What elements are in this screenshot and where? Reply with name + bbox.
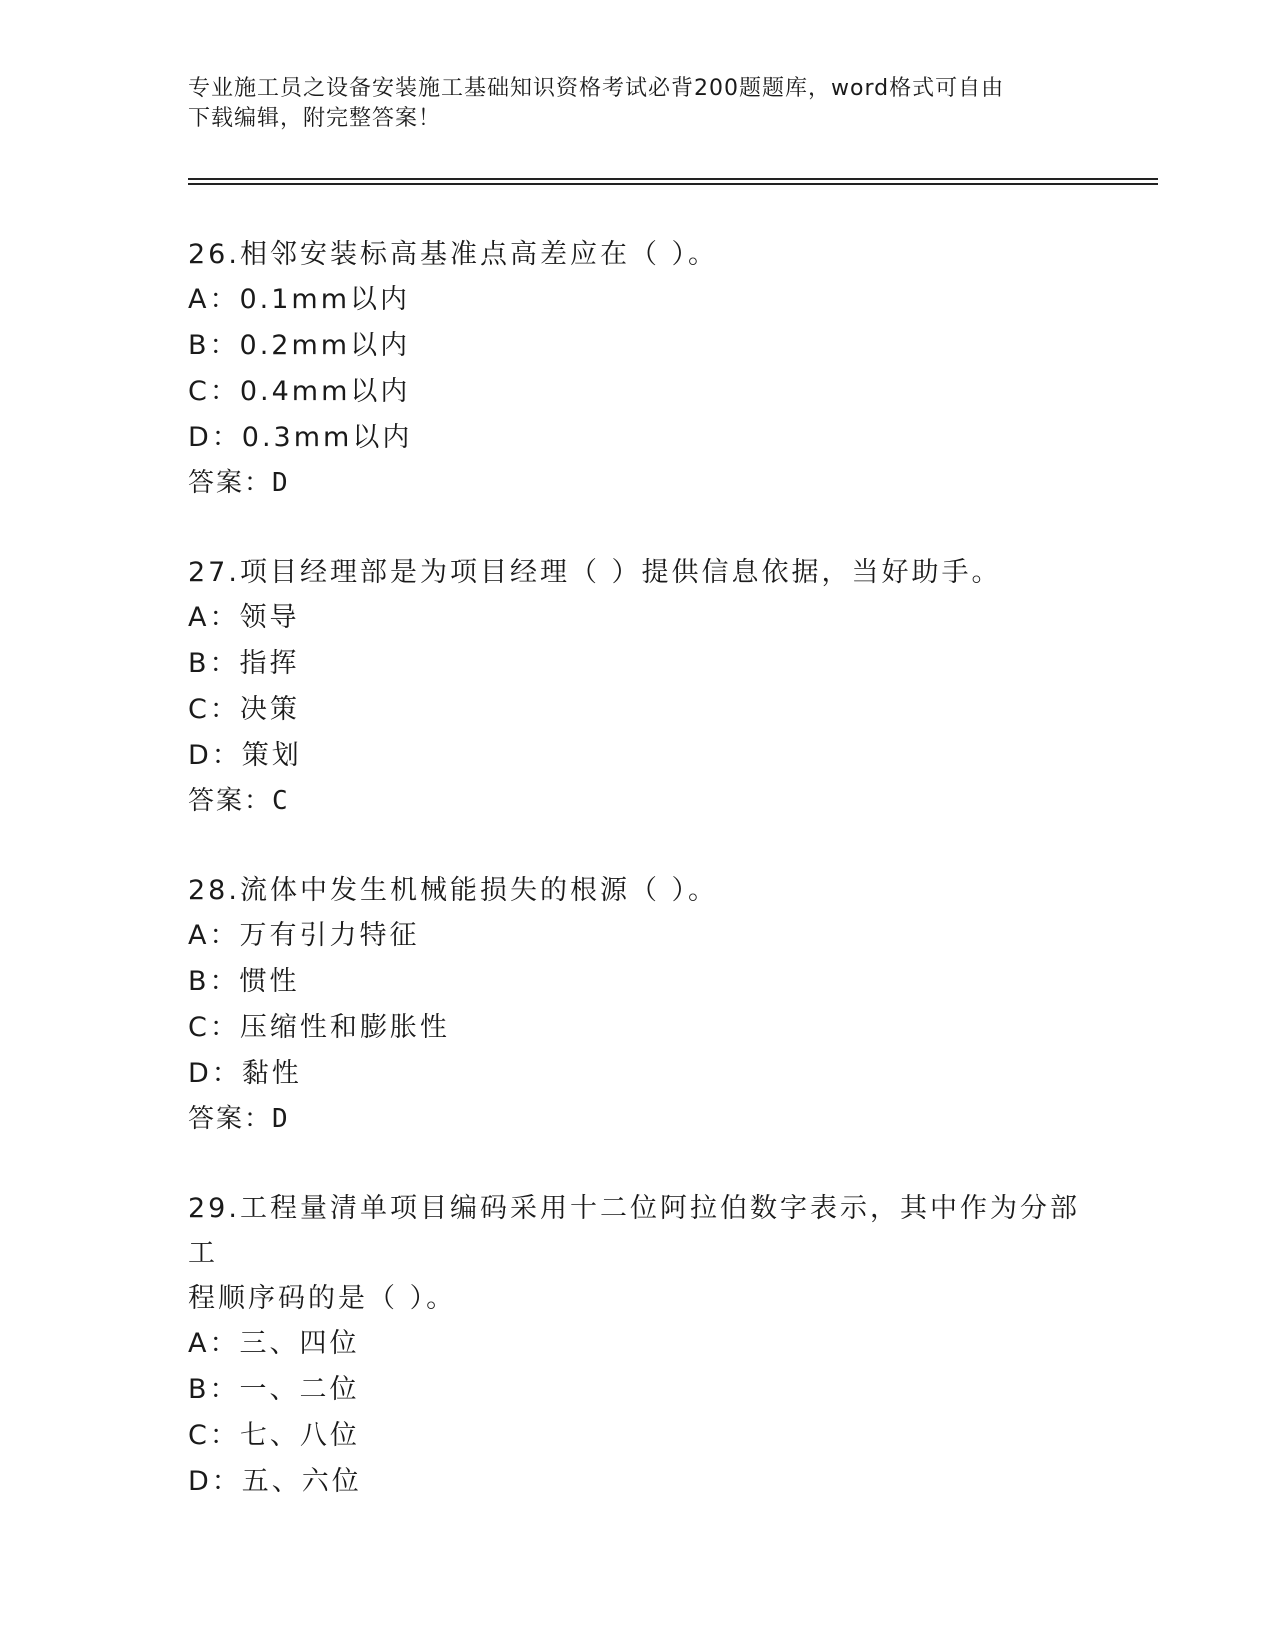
answer-line: [188, 1097, 1088, 1142]
question-29: [188, 1186, 1088, 1505]
option-d: D：策划: [188, 740, 302, 771]
option-b: B：一、二位: [188, 1374, 360, 1405]
answer-label: 答案：: [188, 786, 273, 816]
option-d: D：黏性: [188, 1058, 302, 1089]
header-divider-top: [188, 178, 1158, 180]
question-stem: 28.流体中发生机械能损失的根源（ ）。: [188, 875, 719, 906]
option-a: A：万有引力特征: [188, 920, 420, 951]
question-list: [188, 232, 1088, 1549]
answer-line: [188, 779, 1088, 824]
answer-value: D: [272, 1104, 290, 1134]
header-divider-bottom: [188, 183, 1158, 185]
option-d: D：0.3mm以内: [188, 422, 413, 453]
answer-value: C: [272, 786, 290, 816]
option-d: D：五、六位: [188, 1466, 362, 1497]
option-c: C：七、八位: [188, 1420, 360, 1451]
question-28: [188, 868, 1088, 1142]
option-b: B：惯性: [188, 966, 300, 997]
question-26: [188, 232, 1088, 506]
answer-line: [188, 461, 1088, 506]
option-a: A：领导: [188, 602, 300, 633]
document-header: [188, 74, 1088, 134]
question-stem-line-1: 29.工程量清单项目编码采用十二位阿拉伯数字表示，其中作为分部工: [188, 1193, 1080, 1269]
question-27: [188, 550, 1088, 824]
header-line-1: 专业施工员之设备安装施工基础知识资格考试必背200题题库，word格式可自由: [188, 76, 1005, 101]
option-c: C：决策: [188, 694, 300, 725]
question-stem: 26.相邻安装标高基准点高差应在（ ）。: [188, 239, 719, 270]
answer-value: D: [272, 468, 290, 498]
answer-label: 答案：: [188, 468, 273, 498]
option-c: C：压缩性和膨胀性: [188, 1012, 450, 1043]
answer-label: 答案：: [188, 1104, 273, 1134]
question-stem-line-2: 程顺序码的是（ ）。: [188, 1283, 457, 1314]
option-b: B：指挥: [188, 648, 300, 679]
option-a: A：三、四位: [188, 1328, 360, 1359]
option-a: A：0.1mm以内: [188, 284, 411, 315]
header-line-2: 下载编辑，附完整答案！: [188, 106, 442, 131]
option-b: B：0.2mm以内: [188, 330, 411, 361]
option-c: C：0.4mm以内: [188, 376, 411, 407]
question-stem: 27.项目经理部是为项目经理（ ）提供信息依据，当好助手。: [188, 557, 1002, 588]
